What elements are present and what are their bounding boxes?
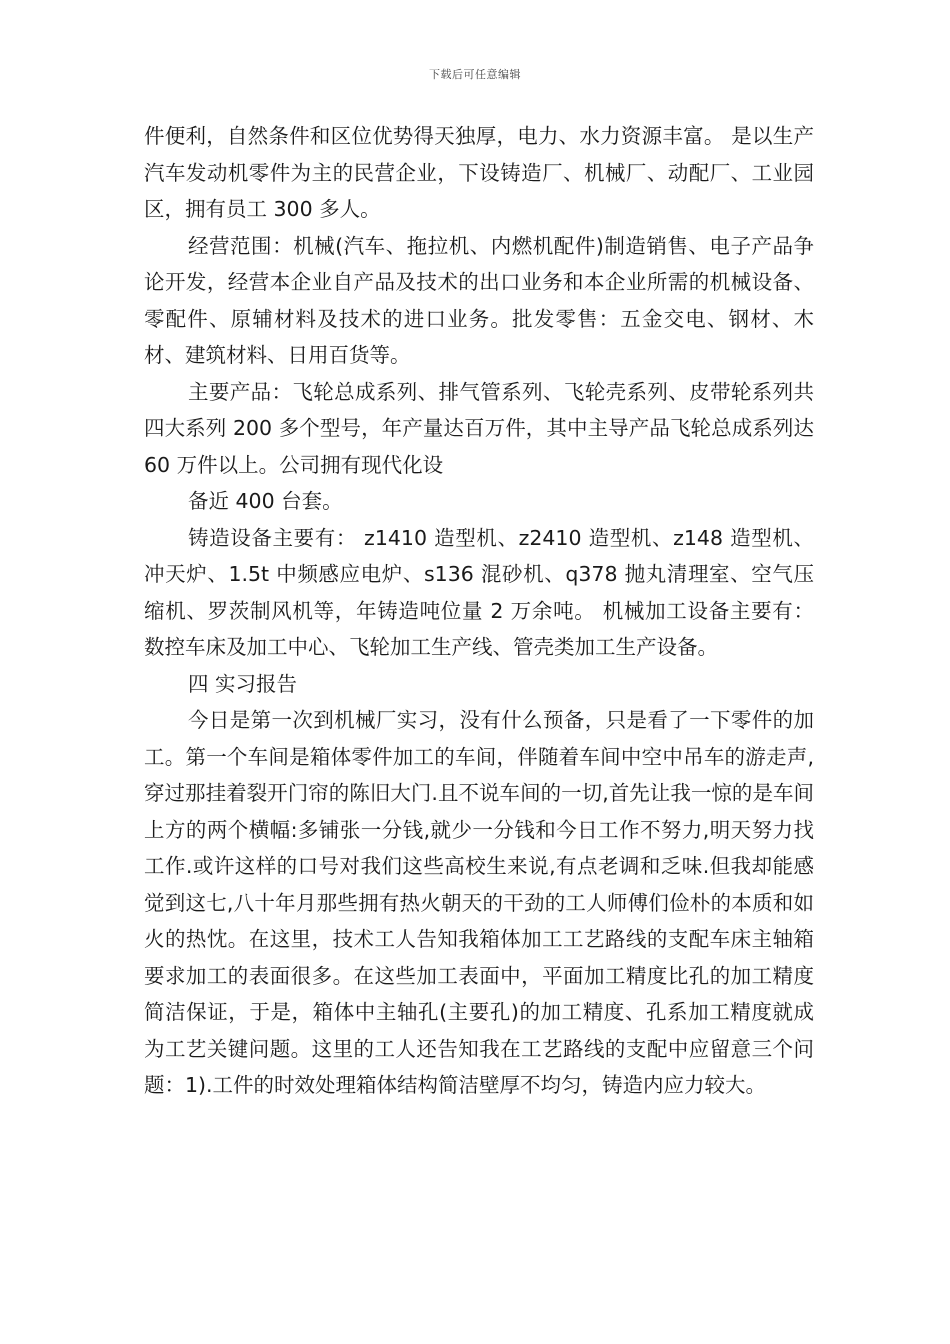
document-body (144, 118, 814, 1104)
paragraph-5: 铸造设备主要有： z1410 造型机、z2410 造型机、z148 造型机、冲天炉、1.5t 中频感应电炉、s136 混砂机、q378 抛丸清理室、空气压缩机、罗茨制风机等，年铸造吨位量 2 万余吨。 机械加工设备主要有： 数控车床及加工中心、飞轮加工生产线、管壳类加工生产设备。 (144, 525, 814, 659)
paragraph-4: 备近 400 台套。 (188, 489, 343, 513)
paragraph-6: 今日是第一次到机械厂实习，没有什么预备，只是看了一下零件的加工。第一个车间是箱体零件加工的车间，伴随着车间中空中吊车的游走声,穿过那挂着裂开门帘的陈旧大门.且不说车间的一切,首先让我一惊的是车间上方的两个横幅:多铺张一分钱,就少一分钱和今日工作不努力,明天努力找工作.或许这样的口号对我们这些高校生来说,有点老调和乏味.但我却能感觉到这七,八十年月那些拥有热火朝天的干劲的工人师傅们俭朴的本质和如火的热忱。在这里，技术工人告知我箱体加工工艺路线的支配车床主轴箱要求加工的表面很多。在这些加工表面中，平面加工精度比孔的加工精度简洁保证，于是，箱体中主轴孔(主要孔)的加工精度、孔系加工精度就成为工艺关键问题。这里的工人还告知我在工艺路线的支配中应留意三个问题：1).工件的时效处理箱体结构简洁壁厚不均匀，铸造内应力较大。 (144, 708, 814, 1097)
paragraph-3: 主要产品：飞轮总成系列、排气管系列、飞轮壳系列、皮带轮系列共四大系列 200 多个型号，年产量达百万件，其中主导产品飞轮总成系列达 60 万件以上。公司拥有现代化设 (144, 379, 814, 477)
paragraph-2: 经营范围：机械(汽车、拖拉机、内燃机配件)制造销售、电子产品争论开发，经营本企业自产品及技术的出口业务和本企业所需的机械设备、零配件、原辅材料及技术的进口业务。批发零售：五金交电、钢材、木材、建筑材料、日用百货等。 (144, 233, 814, 367)
section-heading: 四 实习报告 (188, 671, 298, 696)
page-header: 下载后可任意编辑 (429, 68, 521, 81)
paragraph-1: 件便利，自然条件和区位优势得天独厚，电力、水力资源丰富。 是以生产汽车发动机零件为主的民营企业，下设铸造厂、机械厂、动配厂、工业园区，拥有员工 300 多人。 (144, 124, 814, 221)
